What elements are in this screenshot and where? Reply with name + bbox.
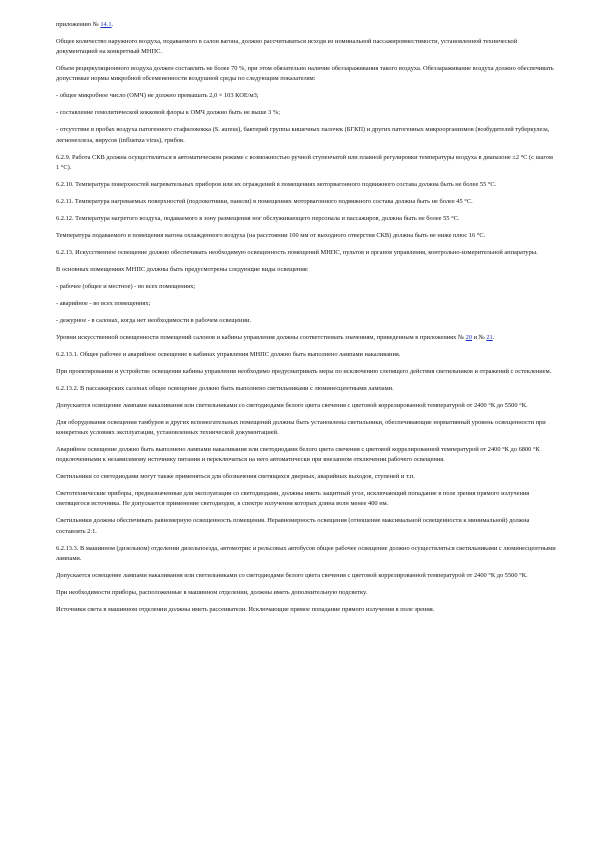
paragraph-text: При необходимости приборы, расположенные в машинном отделении, должны иметь дополнительную подсветку. (56, 588, 368, 596)
paragraph-text: и № (472, 333, 487, 341)
paragraph-text: Общее количество наружного воздуха, подаваемого в салон вагона, должно рассчитываться исходя из номинальной пассажировместимости, установленной технической документацией на конкретный МНПС. (56, 38, 518, 56)
paragraph-text: Температура подаваемого в помещения вагона охлажденного воздуха (на расстоянии 100 мм от выходного отверстия СКВ) должна быть не ниже плюс 16 °С. (56, 231, 486, 239)
paragraph-text: . (111, 21, 114, 28)
paragraph (56, 445, 556, 465)
paragraph-text: 6.2.11. Температура нагреваемых поверхностей (подлокотники, панели) в помещениях моторвагонного подвижного состава должна быть не более 45 °С. (56, 197, 473, 205)
paragraph (56, 125, 556, 145)
paragraph-text: приложению № (56, 21, 101, 28)
paragraph (56, 180, 556, 190)
paragraph-text: . (492, 333, 495, 341)
paragraph (56, 472, 556, 482)
paragraph-text: Светотехнические приборы, предназначенные для эксплуатации со светодиодами, должны иметь защитный угол, исключающий попадание в поле зрения прямого излучения светящегося источника. Не допускается применение светодиодов, в спектре излучения которых длина волн менее 400 нм. (56, 490, 530, 508)
paragraph (56, 64, 556, 84)
paragraph (56, 544, 556, 564)
paragraph-text: - общее микробное число (ОМЧ) не должно превышать 2,0 × 103 КОЕ/м3; (56, 92, 259, 100)
paragraph (56, 350, 556, 360)
paragraph-text: Объем рециркуляционного воздуха должен составлять не более 70 %, при этом обязательно наличие обеззараживания такого воздуха. Обеззараживание воздуха должно обеспечивать допустимые нормы микробной обсемененности воздушной среды по следующим показателям: (56, 65, 554, 83)
paragraph-text: 6.2.12. Температура нагретого воздуха, подаваемого в зону размещения ног обслуживающего персонала и пассажиров, должна быть не более 55 °С. (56, 214, 460, 222)
paragraph-text: - составление гемолитической кокковой флоры к ОМЧ должно быть не выше 3 %; (56, 109, 280, 117)
paragraph (56, 418, 556, 438)
paragraph (56, 367, 556, 377)
paragraph-text: 6.2.10. Температура поверхностей нагревательных приборов или их ограждений в помещениях моторвагонного подвижного состава должна быть не более 55 °С. (56, 180, 497, 188)
paragraph (56, 299, 556, 309)
document-body (56, 20, 556, 622)
paragraph-text: Допускается освещение лампами накаливания или светильниками со светодиодами белого цвета свечения с цветовой коррелированной температурой от 2400 °К до 5500 °К. (56, 401, 528, 409)
paragraph-text: - дежурное - в салонах, когда нет необходимости в рабочем освещении. (56, 316, 251, 324)
paragraph (56, 265, 556, 275)
paragraph (56, 91, 556, 101)
paragraph (56, 333, 556, 343)
paragraph-text: Для оборудования освещения тамбуров и других вспомогательных помещений должны быть установлены светильники, обеспечивающие нормативный уровень освещенности при конкретных условиях эксплуатации, установленных технической документацией. (56, 418, 546, 437)
paragraph (56, 153, 556, 173)
paragraph (56, 571, 556, 581)
paragraph-text: - отсутствие в пробах воздуха патогенного стафилококка (S. aureus), бактерий группы кишечных палочек (БГКП) и других патогенных микроорганизмов (возбудителей туберкулеза, легионеллеза, вирусов (influenza virus), грибов. (56, 126, 550, 144)
paragraph (56, 37, 556, 57)
paragraph-text: Допускается освещение лампами накаливания или светильниками со светодиодами белого цвета свечения с цветовой коррелированной температурой от 2400 °К до 5500 °К. (56, 571, 528, 579)
paragraph (56, 516, 556, 536)
paragraph-text: 6.2.13.3. В машинном (дизельном) отделении дизельпоезда, автомотрис и рельсовых автобусов общее рабочее освещение должно осуществляться светильниками с люминесцентными лампами. (56, 544, 556, 562)
paragraph-text: - рабочее (общее и местное) - во всех помещениях; (56, 282, 196, 290)
paragraph (56, 384, 556, 394)
paragraph (56, 197, 556, 207)
paragraph (56, 20, 556, 30)
paragraph (56, 108, 556, 118)
paragraph-text: Источники света в машинном отделении должны иметь рассеиватели. Исключающие прямое попадание прямого излучения в поле зрения. (56, 605, 435, 613)
paragraph (56, 605, 556, 615)
paragraph (56, 316, 556, 326)
appendix-link[interactable]: 21 (486, 333, 493, 341)
paragraph (56, 401, 556, 411)
paragraph-text: При проектировании и устройстве освещения кабины управления необходимо предусматривать меры по исключению слепящего действия светильников и отражений с остеклением. (56, 367, 552, 375)
paragraph-text: Уровни искусственной освещенности помещений салонов и кабины управления должны соответствовать значениям, приведенным в приложениях № (56, 333, 466, 341)
appendix-link[interactable]: 20 (465, 333, 472, 341)
paragraph-text: 6.2.9. Работа СКВ должна осуществляться в автоматическом режиме с возможностью ручной ступенчатой или плавной регулировки температуры воздуха в диапазоне ±2 °С (с шагом 1 °С). (56, 153, 553, 171)
paragraph (56, 214, 556, 224)
paragraph-text: Аварийное освещение должно быть выполнено лампами накаливания или светодиодами белого цвета свечения с цветовой коррелированной температурой от 2400 °К до 6800 °К подключенными к независимому источнику питания и переключаться на него автоматически при внезапном отключении рабочего освещения. (56, 446, 540, 464)
paragraph (56, 489, 556, 509)
paragraph (56, 231, 556, 241)
paragraph-text: 6.2.13.2. В пассажирских салонах общее освещение должно быть выполнено светильниками с люминесцентными лампами. (56, 384, 394, 392)
paragraph-text: В основных помещениях МНПС должны быть предусмотрены следующие виды освещения: (56, 265, 309, 273)
paragraph-text: - аварийное - во всех помещениях; (56, 299, 151, 307)
paragraph-text: Светильники со светодиодами могут также применяться для обозначения светящихся дверных, аварийных выходов, ступеней и т.п. (56, 473, 415, 481)
paragraph (56, 282, 556, 292)
paragraph-text: 6.2.13.1. Общее рабочее и аварийное освещение в кабинах управления МНПС должно быть выполнено лампами накаливания. (56, 350, 401, 358)
paragraph (56, 588, 556, 598)
paragraph-text: Светильники должны обеспечивать равномерную освещенность помещения. Неравномерность освещения (отношение максимальной освещенности к минимальной) должна составлять 2:1. (56, 517, 530, 535)
paragraph-text: 6.2.13. Искусственное освещение должно обеспечивать необходимую освещенность помещений МНПС, пультов и органов управления, контрольно-измерительной аппаратуры. (56, 248, 538, 256)
appendix-link[interactable]: 14.1 (100, 21, 112, 28)
paragraph (56, 248, 556, 258)
